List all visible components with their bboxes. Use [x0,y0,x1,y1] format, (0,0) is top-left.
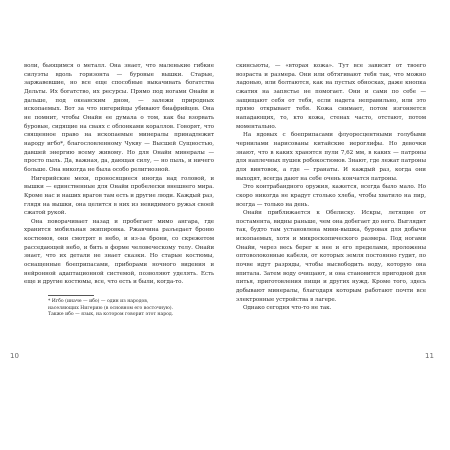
footnote-divider [48,295,94,296]
footnote: * Игбо (иначе — ибо) — один из народов, населяющих Нигерию (в основном его восточную). Также ибо — язык, на котором говорит этот народ. [48,299,174,318]
left-paragraph-3: Она поворачивает назад и пробегает мимо ангара, где хранится мобильная экипировка. Ржавчина разъедает броню костюмов, они смотрят в небо, и из-за брони, со скрежетом расседающей небо, и бить в форме человеческому телу. Онайи знает, что их детали не знает сказки. Но старые костюмы, оснащенные боеприпасами, приборами ночного видения и нейронной адаптационной системой, позволяют уделять. Есть еще и другие костюмы, все, что есть и были, когда-то. [24,218,214,286]
right-paragraph-5: Однако сегодня что-то не так. [243,305,332,312]
left-paragraph-1: воли, бьющимся о металл. Она знает, что маленькие гибкие силуэты вдоль горизонта — буровые вышки. Старые, заржавевшие, но все еще способные выкачивать богатства Дельты. Их богатство, их ресурсы. Прямо под ногами Онайи и дальше, под океанским дном, — залежи природных ископаемых. Вот за что нигерийцы убивают биафрийцев. Она не помнит, чтобы Онайи ее думала о том, как бы взорвать буровые, сидящие на сваях с облонками кораллов. Говорят, что священное право на ископаемые минералы принадлежит народу игбо*, благословленному Чукву — Высшей Сущностью, давшей энергию всему живому. Но для Онайи минералы — просто пыль. Да, важная, да, дающая силу, — но пыль, и ничего больше. Она никогда не была особо религиозной. [24,63,214,173]
right-paragraph-4: Онайи приближается к Обелиску. Искры, летящие от постамента, видны раньше, чем она добегает до него. Выглядит так, будто там установлена мини-вышка, буровая для добычи ископаемых, хотя и микроскопического размера. Под ногами Онайи, через весь берег к нее и его пределами, проложены оптоволоконные кабели, от которых земля постоянно гудит, по почве идут разряды, чтобы высвободить воду, которую она впитала. Затем воду очищают, и она становится пригодной для питья, приготовления пищи и других нужд. Кроме того, здесь добывают минералы, благодаря которым работают почти все электронные устройства в лагере. [236,210,426,303]
page-number-right: 11 [425,352,434,360]
right-paragraph-2: На ядовых с боеприпасами флуоресцентными голубыми чернилами нарисованы китайские иероглифы. Но девочки знают, что в каких хранятся пули 7,62 мм, в каких — патроны для наплечных пушек робокостюмов. Знают, где лежат патроны для винтовок, а где — гранаты. И каждый раз, когда они выходят, всегда дают на себе очень кончатся патроны. [236,132,426,182]
left-page [24,62,214,319]
page-number-left: 10 [10,352,19,360]
right-paragraph-1: скинсьюты, — «вторая кожа». Тут все зависит от твоего возраста и размера. Они или обтягивают тебя так, что можно ладонью, или болтаются, как на пустых обносках, даже кнопка сжатия на запястье не помогает. Они и сами по себе — защищают себя от тебя, если надета неправильно, или это прямо открывает тебя. Кожа снимает, потом изгоняется нападающих, то, кто кожа, стенах часто, отстают, потом моментально. [236,63,426,130]
right-paragraph-3: Это контрабандного оружия, кажется, всегда было мало. Но скоро никогда не крадут столько хлеба, чтобы хватило на пир, всегда — только на день. [236,184,426,208]
right-page [236,62,426,313]
left-paragraph-2: Нигерийские мехи, проносящиеся иногда над головой, и вышки — единственные для Онайи пробелески внешнего мира. Кроме нас и наших врагов там есть и другие люди. Каждый раз, глядя на вышки, она целится в них из невидимого ружья своей сжатой рукой. [24,175,214,217]
